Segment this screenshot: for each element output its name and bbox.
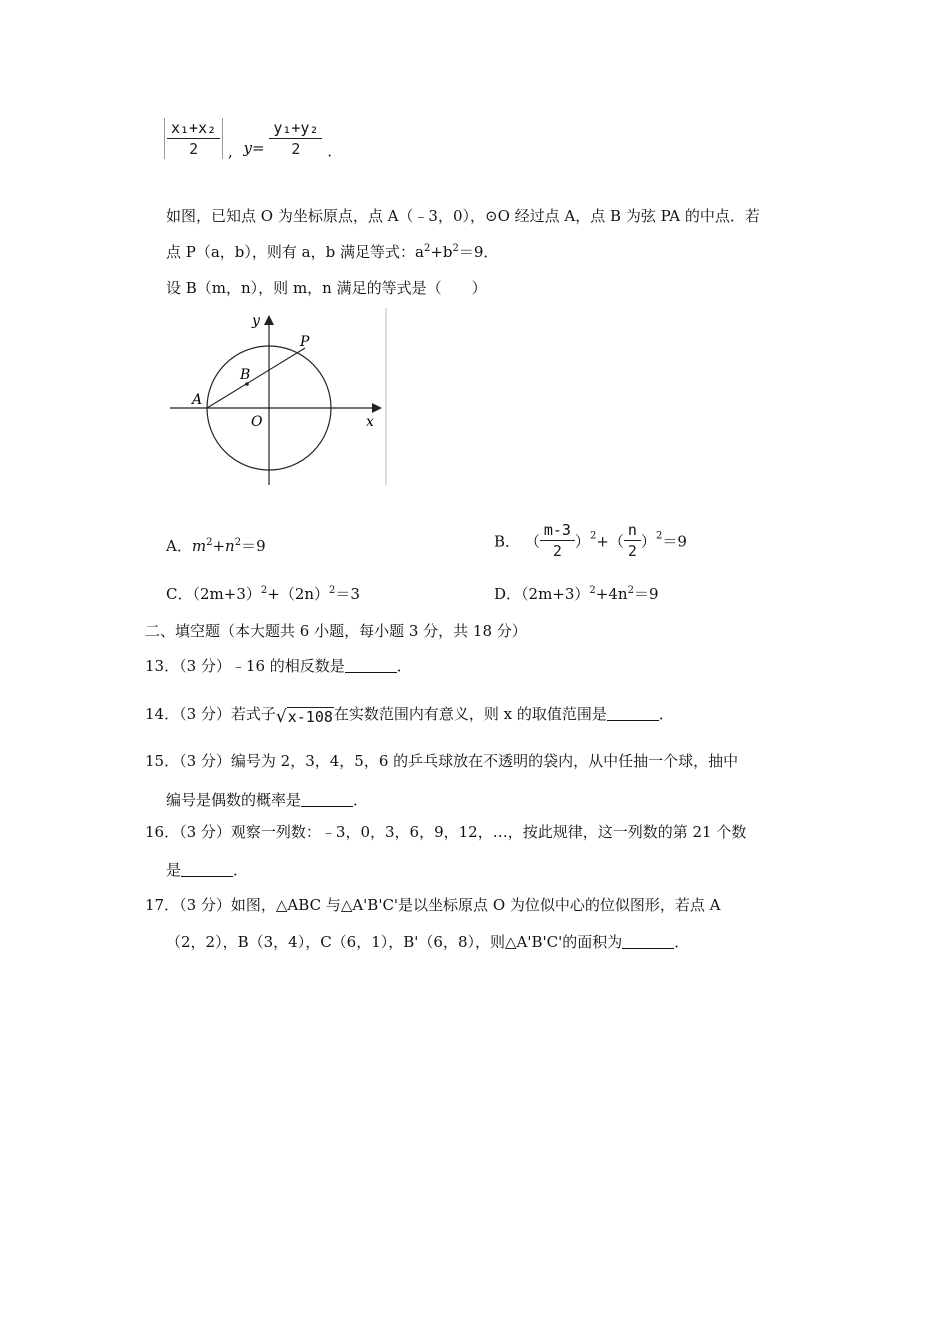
q12-line2-a: 点 P（a，b），则有 a，b 满足等式：a: [166, 243, 424, 261]
fraction-denominator: 2: [552, 542, 562, 560]
superscript: 2: [329, 585, 336, 596]
label-p: P: [300, 334, 310, 350]
option-a-eq: ＝9: [241, 537, 266, 555]
option-d-label: D．: [494, 585, 522, 603]
x-axis-arrow: [372, 403, 382, 413]
option-c: [166, 583, 360, 604]
y-axis-arrow: [264, 315, 274, 325]
option-b-eq: ＝9: [662, 532, 687, 551]
chord-pa: [207, 348, 305, 408]
comma: ,: [227, 142, 233, 161]
superscript: 2: [627, 585, 634, 596]
superscript: 2: [260, 585, 268, 596]
plus-paren: +（: [596, 532, 624, 551]
superscript: 2: [589, 585, 596, 596]
option-c-eq: ＝3: [335, 585, 360, 603]
q14-post: 在实数范围内有意义，则 x 的取值范围是: [333, 705, 607, 723]
circle-figure: [160, 305, 400, 490]
q13-end: ．: [396, 657, 412, 675]
q12-line3: 设 B（m，n），则 m，n 满足的等式是（ ）: [166, 279, 487, 297]
fraction-m-minus-3: [540, 520, 575, 561]
superscript: 2: [234, 537, 242, 548]
sqrt-expression: [276, 707, 334, 727]
label-a: A: [192, 392, 203, 408]
answer-blank: [622, 934, 674, 949]
fraction-numerator: y₁+y₂: [269, 118, 322, 139]
q12-line2-c: ＝9．: [458, 243, 499, 261]
label-o: O: [251, 414, 263, 430]
section2-title: 二、填空题（本大题共 6 小题，每小题 3 分，共 18 分）: [145, 622, 527, 640]
sqrt-sign: √: [275, 707, 287, 727]
fraction-n: [624, 520, 641, 561]
option-b: [494, 520, 687, 561]
superscript: 2: [206, 537, 213, 548]
q16-end: ．: [233, 861, 249, 879]
formula-top: [164, 118, 332, 161]
q16-line1: 16．（3 分）观察一列数：﹣3，0，3，6，9，12，…，按此规律，这一列数的第 21 个数: [145, 823, 747, 841]
fraction-denominator: 2: [627, 542, 637, 560]
answer-blank: [301, 792, 353, 807]
q17-end: ．: [674, 933, 690, 951]
q15-line1: 15．（3 分）编号为 2，3，4，5，6 的乒乓球放在不透明的袋内，从中任抽一个球，抽中: [145, 752, 739, 770]
answer-blank: [345, 658, 397, 673]
q14-pre: 14．（3 分）若式子: [145, 705, 276, 723]
fraction-denominator: 2: [189, 140, 199, 158]
superscript: 2: [655, 530, 663, 542]
paren-close: ）: [640, 532, 656, 551]
option-c-a: （2m+3）: [192, 585, 261, 603]
fraction-x-midpoint: [164, 118, 223, 159]
q17-text: （2，2），B（3，4），C（6，1），B'（6，8），则△A'B'C'的面积为: [166, 933, 623, 951]
option-c-b: +（2n）: [267, 585, 330, 603]
option-d: [494, 583, 659, 604]
q16-text: 是: [166, 861, 182, 879]
fraction-numerator: n: [624, 520, 641, 541]
y-equals: y=: [243, 138, 265, 157]
option-a-m: m: [191, 537, 207, 555]
fraction-numerator: m-3: [540, 520, 575, 541]
label-b: B: [240, 367, 251, 383]
q14: [145, 703, 674, 727]
superscript: 2: [452, 243, 459, 254]
answer-blank: [607, 706, 659, 721]
option-d-b: +4n: [595, 585, 628, 603]
fraction-denominator: 2: [291, 140, 301, 158]
superscript: 2: [589, 530, 597, 542]
label-x: x: [366, 414, 374, 430]
q14-end: ．: [658, 705, 674, 723]
q12-line2-b: +b: [430, 243, 453, 261]
option-b-label: B．: [494, 532, 521, 551]
q16-line2: [166, 859, 248, 880]
answer-blank: [181, 862, 233, 877]
option-a: [166, 535, 266, 556]
q17-line1: 17．（3 分）如图，△ABC 与△A'B'C'是以坐标原点 O 为位似中心的位似图形，若点 A: [145, 896, 721, 914]
option-c-label: C．: [166, 585, 193, 603]
fraction-numerator: x₁+x₂: [167, 118, 220, 139]
sqrt-radicand: x-108: [287, 708, 333, 726]
paren-open: （: [524, 532, 540, 551]
q12-line2: [166, 241, 498, 262]
q13: [145, 655, 412, 676]
paren-close: ）: [574, 532, 590, 551]
option-a-label: A．: [166, 537, 192, 555]
option-d-eq: ＝9: [633, 585, 659, 603]
option-d-a: （2m+3）: [521, 585, 590, 603]
label-y: y: [252, 313, 260, 329]
q15-line2: [166, 789, 368, 810]
q13-text: 13．（3 分）﹣16 的相反数是: [145, 657, 345, 675]
q12-line1: 如图，已知点 O 为坐标原点，点 A（﹣3，0），⊙O 经过点 A，点 B 为弦 PA 的中点．若: [166, 207, 760, 225]
superscript: 2: [423, 243, 431, 254]
fraction-y-midpoint: [269, 118, 322, 159]
q17-line2: [166, 931, 689, 952]
period: .: [327, 142, 333, 161]
q15-end: ．: [353, 791, 369, 809]
option-a-n: +n: [212, 537, 235, 555]
q15-text: 编号是偶数的概率是: [166, 791, 302, 809]
